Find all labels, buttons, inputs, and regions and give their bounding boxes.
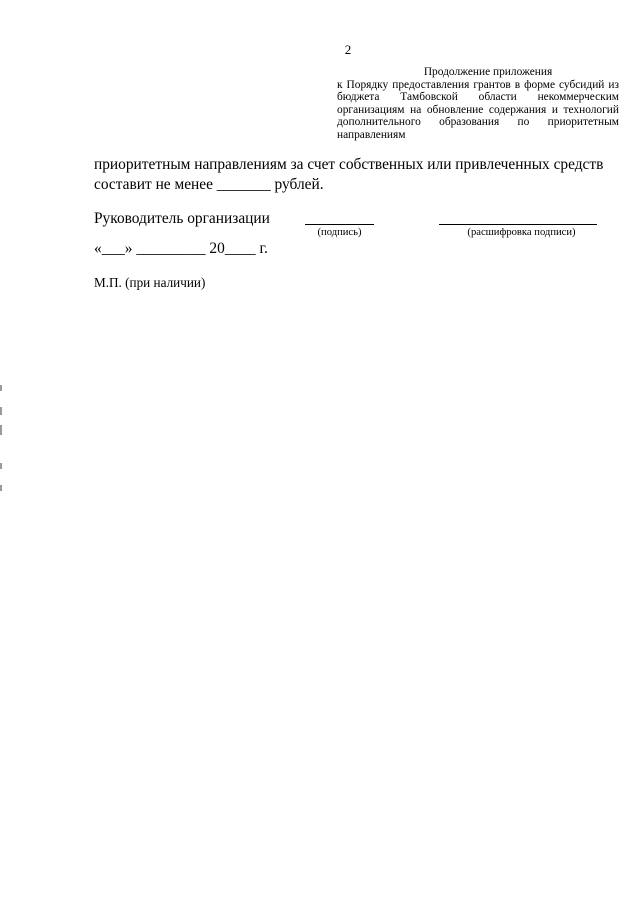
signature-line [305,224,374,225]
stamp-place: М.П. (при наличии) [94,275,206,290]
head-of-organization-label: Руководитель организации [94,210,270,227]
body-line-2: составит не менее _______ рублей. [94,176,324,193]
appendix-header [337,66,619,142]
appendix-body: к Порядку предоставления грантов в форме субсидий из бюджета Тамбовской области некоммерческим организациям на обновление содержания и технологий дополнительного образования по приоритетным направлениям [337,78,619,141]
body-line-1: приоритетным направлениям за счет собственных или привлеченных средств [94,156,604,173]
signature-decode-line [439,224,597,225]
page-number: 2 [344,42,352,57]
date-line: «___» _________ 20____ г. [94,240,268,257]
appendix-title: Продолжение приложения [423,66,553,78]
signature-decode-caption: (расшифровка подписи) [467,227,576,238]
signature-block [94,210,614,240]
signature-caption: (подпись) [317,227,362,238]
body-paragraph [94,155,614,195]
margin-scan-marks [0,385,4,495]
